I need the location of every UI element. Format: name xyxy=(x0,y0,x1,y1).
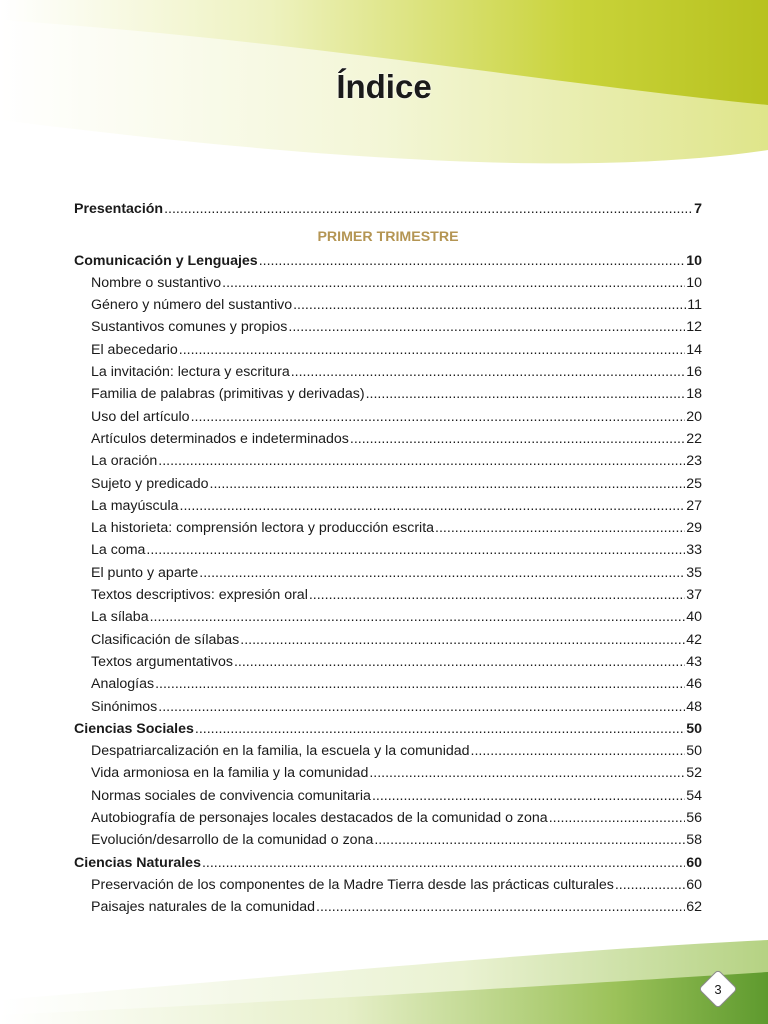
toc-entry[interactable] xyxy=(74,339,702,361)
toc-entry-page: 29 xyxy=(686,520,702,537)
toc-entry-page: 11 xyxy=(687,297,702,314)
toc-entry-label: La invitación: lectura y escritura xyxy=(91,364,290,381)
dot-leader xyxy=(155,673,685,695)
toc-entry[interactable] xyxy=(74,829,702,851)
dot-leader xyxy=(549,807,686,829)
section-heading: PRIMER TRIMESTRE xyxy=(317,229,459,246)
toc-entry-label: Familia de palabras (primitivas y derivadas) xyxy=(91,386,365,403)
toc-entry[interactable] xyxy=(74,562,702,584)
dot-leader xyxy=(372,785,685,807)
toc-entry[interactable] xyxy=(74,696,702,718)
toc-entry-label: El punto y aparte xyxy=(91,564,199,581)
page-title: Índice xyxy=(336,68,432,105)
toc-entry[interactable] xyxy=(74,629,702,651)
toc-entry-page: 12 xyxy=(686,319,702,336)
toc-entry[interactable] xyxy=(74,673,702,695)
toc-entry-page: 60 xyxy=(686,854,702,871)
toc-entry-page: 14 xyxy=(686,341,702,358)
dot-leader xyxy=(366,383,686,405)
toc-entry-page: 50 xyxy=(686,743,702,760)
toc-entry[interactable] xyxy=(74,383,702,405)
toc-entry-label: La oración xyxy=(91,453,158,470)
toc-entry-label: Sinónimos xyxy=(91,698,158,715)
toc-entry-label: Sujeto y predicado xyxy=(91,475,209,492)
toc-entry[interactable] xyxy=(74,495,702,517)
toc-entry-page: 7 xyxy=(694,201,702,217)
toc-entry-page: 10 xyxy=(686,274,702,291)
dot-leader xyxy=(150,606,686,628)
toc-entry[interactable] xyxy=(74,651,702,673)
toc-entry-label: Textos descriptivos: expresión oral xyxy=(91,587,308,604)
toc-entry-label: Evolución/desarrollo de la comunidad o zona xyxy=(91,832,374,849)
dot-leader xyxy=(180,495,686,517)
toc-entry-label: Analogías xyxy=(91,676,155,693)
toc-group-heading[interactable] xyxy=(74,852,702,874)
toc-entry-page: 60 xyxy=(686,876,702,893)
toc-group-heading[interactable] xyxy=(74,250,702,272)
dot-leader xyxy=(191,406,686,428)
dot-leader xyxy=(293,294,686,316)
toc-entry-label: La historieta: comprensión lectora y producción escrita xyxy=(91,520,435,537)
toc-entry-page: 18 xyxy=(686,386,702,403)
toc-entry[interactable] xyxy=(74,272,702,294)
toc-entry-label: Uso del artículo xyxy=(91,408,190,425)
toc-entry[interactable] xyxy=(74,294,702,316)
toc-entry-label: Ciencias Naturales xyxy=(74,854,201,871)
toc-entry[interactable] xyxy=(74,361,702,383)
toc-entry-page: 48 xyxy=(686,698,702,715)
dot-leader xyxy=(350,428,685,450)
toc-entry[interactable] xyxy=(74,406,702,428)
dot-leader xyxy=(259,250,686,272)
toc-entry-label: Normas sociales de convivencia comunitaria xyxy=(91,787,371,804)
toc-entry-label: Textos argumentativos xyxy=(91,653,233,670)
toc-entry-page: 54 xyxy=(686,787,702,804)
dot-leader xyxy=(291,361,686,383)
dot-leader xyxy=(164,198,693,220)
dot-leader xyxy=(179,339,685,361)
toc-entry-label: Ciencias Sociales xyxy=(74,720,194,737)
toc-entry-label: Presentación xyxy=(74,201,164,217)
dot-leader xyxy=(195,718,685,740)
dot-leader xyxy=(199,562,685,584)
toc-entry-page: 16 xyxy=(686,364,702,381)
toc-groups xyxy=(74,250,702,919)
toc-entry-label: Nombre o sustantivo xyxy=(91,274,222,291)
toc-entry-page: 58 xyxy=(686,832,702,849)
dot-leader xyxy=(435,517,685,539)
toc-entry-label: Sustantivos comunes y propios xyxy=(91,319,288,336)
toc-entry-page: 52 xyxy=(686,765,702,782)
toc-entry-page: 33 xyxy=(686,542,702,559)
toc-entry[interactable] xyxy=(74,874,702,896)
toc-entry-label: Comunicación y Lenguajes xyxy=(74,252,258,269)
toc-entry-label: Preservación de los componentes de la Madre Tierra desde las prácticas culturales xyxy=(91,876,614,893)
dot-leader xyxy=(374,829,685,851)
toc-entry-page: 62 xyxy=(686,899,702,916)
toc-entry-page: 20 xyxy=(686,408,702,425)
toc-entry-page: 40 xyxy=(686,609,702,626)
toc-entry-page: 46 xyxy=(686,676,702,693)
toc-entry-page: 35 xyxy=(686,564,702,581)
dot-leader xyxy=(222,272,685,294)
toc-entry[interactable] xyxy=(74,584,702,606)
toc-entry-label: Autobiografía de personajes locales destacados de la comunidad o zona xyxy=(91,810,548,827)
toc-entry[interactable] xyxy=(74,740,702,762)
toc-entry[interactable] xyxy=(74,606,702,628)
toc-entry-label: La mayúscula xyxy=(91,497,179,514)
toc-entry-label: El abecedario xyxy=(91,341,178,358)
page-number-badge xyxy=(699,970,737,1008)
dot-leader xyxy=(240,629,685,651)
dot-leader xyxy=(234,651,685,673)
toc-entry[interactable] xyxy=(74,428,702,450)
dot-leader xyxy=(309,584,685,606)
toc-entry[interactable] xyxy=(74,316,702,338)
dot-leader xyxy=(316,896,685,918)
toc-group-heading[interactable] xyxy=(74,718,702,740)
toc-entry[interactable] xyxy=(74,762,702,784)
toc-entry-page: 56 xyxy=(686,810,702,827)
toc-entry-page: 42 xyxy=(686,631,702,648)
toc-entry-page: 22 xyxy=(686,430,702,447)
toc-entry-page: 25 xyxy=(686,475,702,492)
page-number: 3 xyxy=(714,982,722,997)
toc-entry-page: 10 xyxy=(686,252,702,269)
toc-entry[interactable] xyxy=(74,807,702,829)
toc-entry-label: La coma xyxy=(91,542,146,559)
toc-entry-label: La sílaba xyxy=(91,609,149,626)
toc-entry-page: 37 xyxy=(686,587,702,604)
dot-leader xyxy=(369,762,685,784)
dot-leader xyxy=(471,740,686,762)
toc-entry-label: Género y número del sustantivo xyxy=(91,297,293,314)
dot-leader xyxy=(158,450,685,472)
toc-entry-label: Vida armoniosa en la familia y la comunidad xyxy=(91,765,369,782)
dot-leader xyxy=(146,539,685,561)
toc-entry-page: 27 xyxy=(686,497,702,514)
toc-entry[interactable] xyxy=(74,450,702,472)
toc-entry[interactable] xyxy=(74,539,702,561)
toc-entry-page: 23 xyxy=(686,453,702,470)
dot-leader xyxy=(210,473,686,495)
toc-entry-page: 50 xyxy=(686,720,702,737)
toc-entry[interactable] xyxy=(74,896,702,918)
toc-entry-label: Artículos determinados e indeterminados xyxy=(91,430,349,447)
toc-entry-page: 43 xyxy=(686,653,702,670)
toc-entry-label: Clasificación de sílabas xyxy=(91,631,240,648)
table-of-contents xyxy=(74,198,702,919)
toc-entry[interactable] xyxy=(74,517,702,539)
toc-entry[interactable] xyxy=(74,785,702,807)
toc-entry-label: Despatriarcalización en la familia, la escuela y la comunidad xyxy=(91,743,470,760)
dot-leader xyxy=(288,316,685,338)
toc-entry-presentacion[interactable] xyxy=(74,198,702,220)
toc-entry[interactable] xyxy=(74,473,702,495)
dot-leader xyxy=(615,874,685,896)
toc-entry-label: Paisajes naturales de la comunidad xyxy=(91,899,315,916)
dot-leader xyxy=(158,696,685,718)
dot-leader xyxy=(202,852,685,874)
